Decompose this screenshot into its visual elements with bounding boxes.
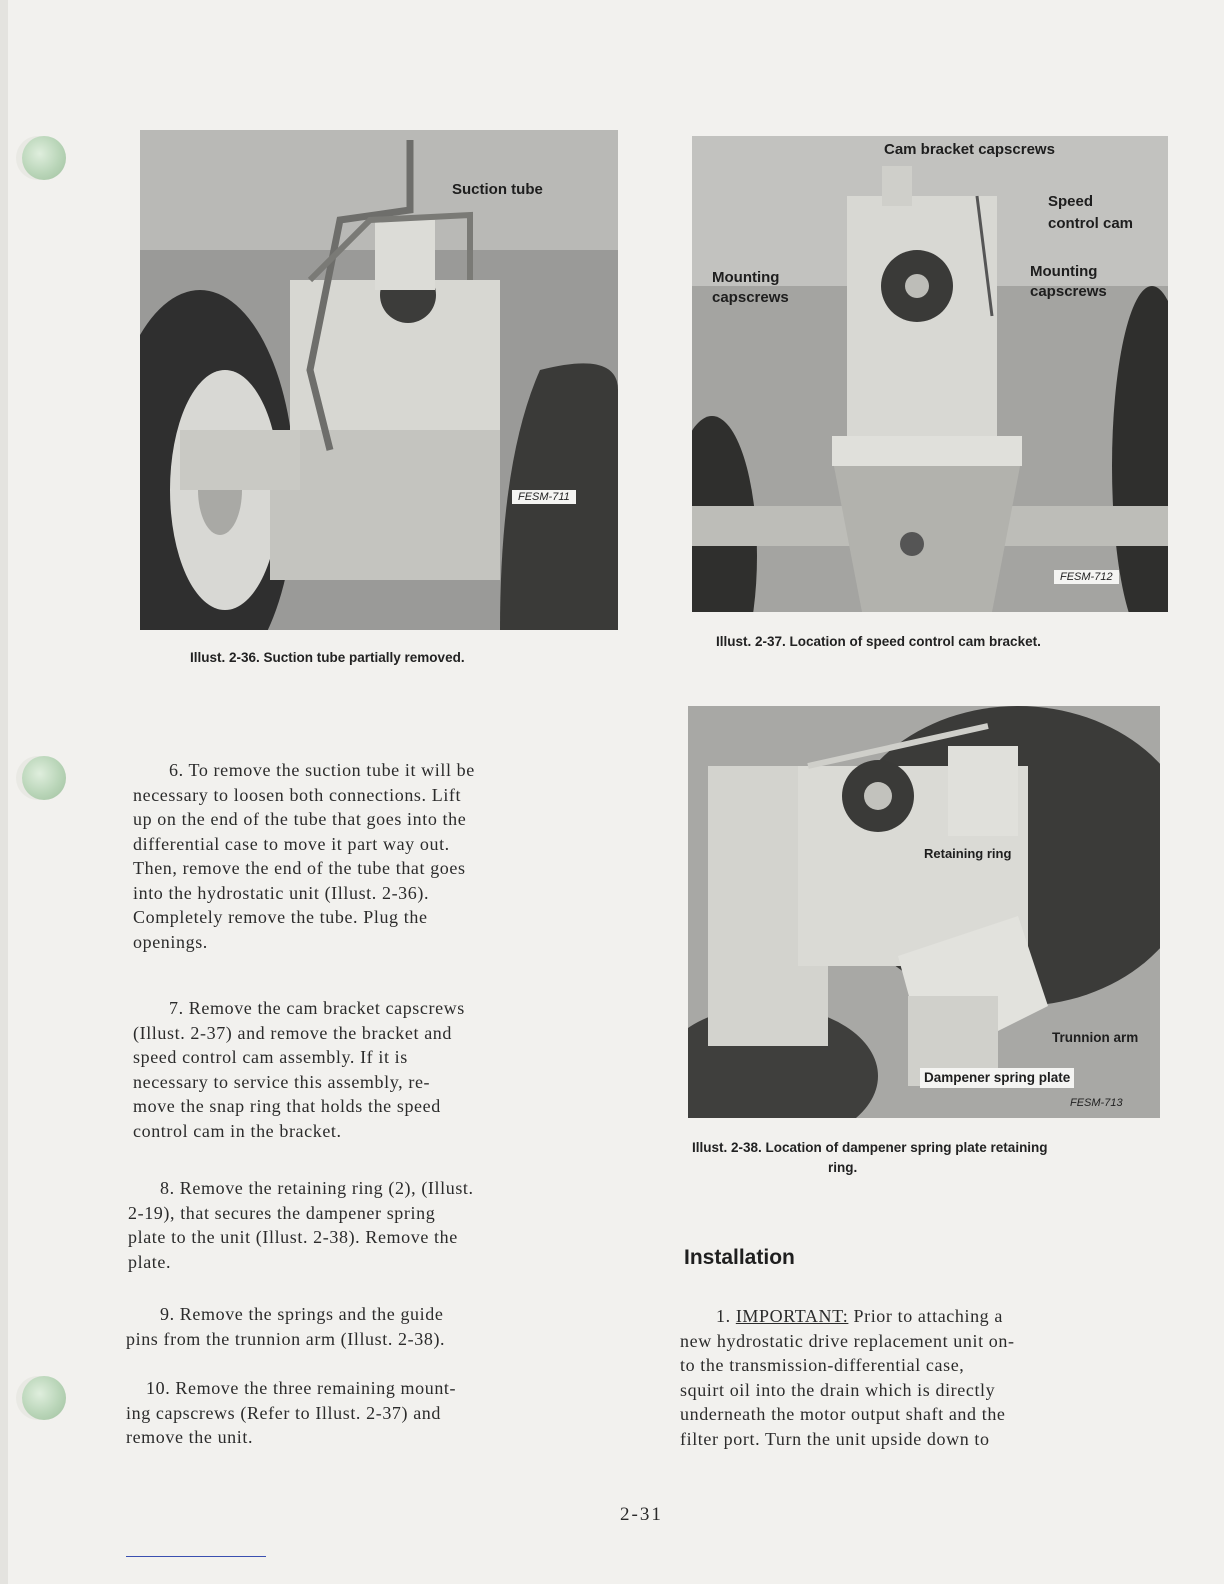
step-6 (133, 758, 475, 954)
caption-illust-2-37: Illust. 2-37. Location of speed control cam bracket. (716, 634, 1041, 649)
step-9 (126, 1302, 445, 1351)
label-cam-bracket-capscrews: Cam bracket capscrews (884, 141, 1055, 158)
step-6-line: differential case to move it part way out. (133, 833, 450, 854)
step-7-line: speed control cam assembly. If it is (133, 1047, 408, 1067)
step-7 (133, 996, 465, 1143)
step-6-line: openings. (133, 931, 208, 952)
page-edge (0, 0, 8, 1584)
page-number: 2-31 (620, 1504, 663, 1525)
installation-step-1-line: squirt oil into the drain which is directly (680, 1379, 996, 1400)
step-7-line: (Illust. 2-37) and remove the bracket and (133, 1022, 452, 1043)
step-7-line: 7. Remove the cam bracket capscrews (169, 998, 465, 1018)
step-7-line: necessary to service this assembly, re- (133, 1071, 431, 1092)
step-number: 1. (716, 1306, 736, 1326)
figure-code-37: FESM-712 (1054, 570, 1119, 584)
important-label: IMPORTANT: (735, 1306, 849, 1326)
step-9-line: 9. Remove the springs and the guide (160, 1304, 444, 1324)
footer-rule (126, 1556, 266, 1557)
step-6-line: necessary to loosen both connections. Lift (133, 784, 462, 805)
label-retaining-ring: Retaining ring (924, 846, 1012, 861)
step-7-line: control cam in the bracket. (133, 1120, 342, 1141)
step-10-line: remove the unit. (126, 1427, 254, 1447)
installation-step-1-line: to the transmission-differential case, (680, 1355, 965, 1375)
step-8-line: plate. (128, 1251, 172, 1272)
step-7-line: move the snap ring that holds the speed (133, 1096, 441, 1116)
step-9-line: pins from the trunnion arm (Illust. 2-38). (126, 1328, 446, 1349)
step-8 (128, 1176, 474, 1274)
step-10 (126, 1376, 456, 1450)
step-8-line: 8. Remove the retaining ring (2), (Illust. (160, 1178, 474, 1198)
installation-step-1 (680, 1304, 1015, 1451)
step-8-line: 2-19), that secures the dampener spring (128, 1202, 436, 1223)
caption-illust-2-38-line1: Illust. 2-38. Location of dampener spring plate retaining (692, 1140, 1048, 1155)
photo-suction-tube (140, 130, 618, 630)
first-line-rest: Prior to attaching a (848, 1306, 1003, 1326)
step-6-line: Completely remove the tube. Plug the (133, 907, 428, 927)
caption-illust-2-36: Illust. 2-36. Suction tube partially removed. (190, 650, 465, 665)
figure-code-38: FESM-713 (1070, 1097, 1123, 1109)
installation-step-1-first-line (680, 1304, 1015, 1329)
caption-illust-2-38-line2: ring. (828, 1160, 858, 1175)
section-heading-installation: Installation (684, 1246, 795, 1269)
installation-step-1-line: new hydrostatic drive replacement unit on- (680, 1330, 1015, 1351)
step-6-line: into the hydrostatic unit (Illust. 2-36). (133, 882, 430, 903)
photo-speed-control-cam-bracket (692, 136, 1168, 612)
label-mounting-left: Mounting (712, 269, 780, 286)
label-suction-tube: Suction tube (452, 181, 543, 198)
binder-hole-bottom (22, 1376, 66, 1420)
binder-hole-middle (22, 756, 66, 800)
photo-dampener-spring-plate (688, 706, 1160, 1118)
step-6-line: 6. To remove the suction tube it will be (169, 760, 475, 780)
label-dampener-spring-plate: Dampener spring plate (920, 1068, 1074, 1088)
step-10-line: ing capscrews (Refer to Illust. 2-37) and (126, 1402, 442, 1423)
installation-step-1-line: underneath the motor output shaft and the (680, 1404, 1006, 1424)
step-10-line: 10. Remove the three remaining mount- (146, 1378, 457, 1398)
installation-step-1-line: filter port. Turn the unit upside down to (680, 1428, 990, 1449)
label-capscrews-left: capscrews (712, 289, 789, 306)
figure-code-36: FESM-711 (512, 490, 576, 504)
step-6-line: up on the end of the tube that goes into the (133, 809, 467, 829)
label-mounting-right: Mounting (1030, 263, 1098, 280)
binder-hole-top (22, 136, 66, 180)
label-control-cam: control cam (1048, 215, 1134, 232)
label-capscrews-right: capscrews (1030, 283, 1107, 300)
label-trunnion-arm: Trunnion arm (1052, 1030, 1139, 1045)
step-8-line: plate to the unit (Illust. 2-38). Remove the (128, 1227, 458, 1247)
label-speed: Speed (1048, 193, 1094, 210)
step-6-line: Then, remove the end of the tube that goes (133, 858, 466, 878)
